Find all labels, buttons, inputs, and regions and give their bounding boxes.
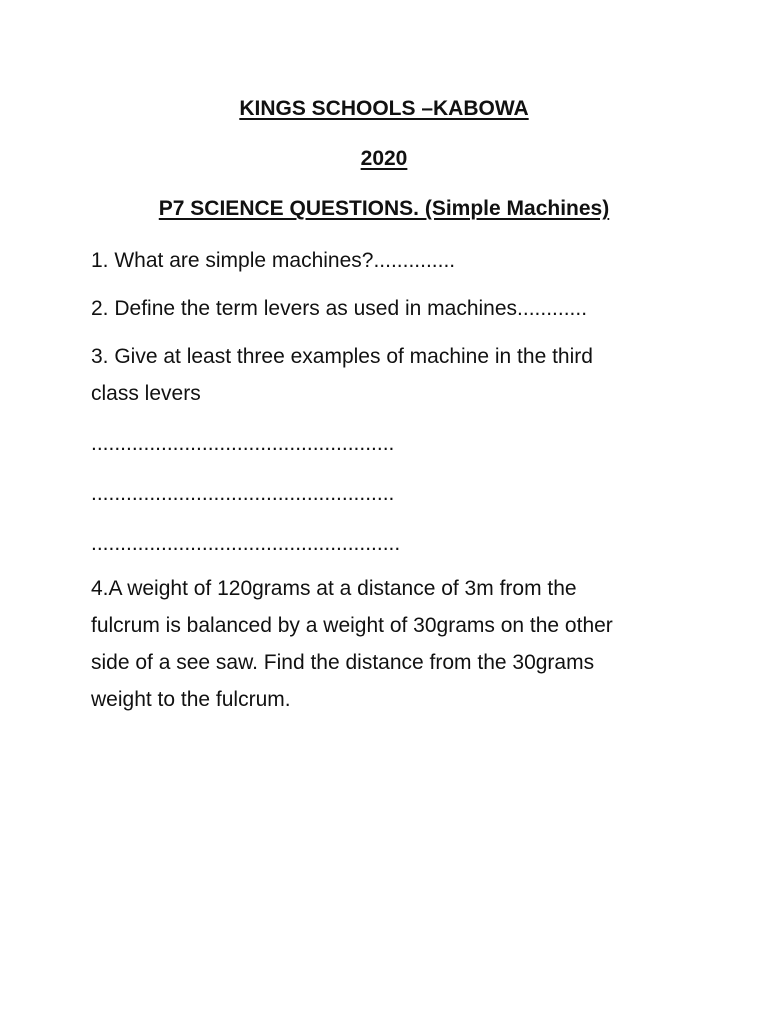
question-4-line-1: 4.A weight of 120grams at a distance of 3m from the [91, 577, 577, 600]
question-3 [91, 338, 691, 412]
question-3-line-1: 3. Give at least three examples of machine in the third [91, 345, 593, 368]
question-4-line-2: fulcrum is balanced by a weight of 30grams on the other [91, 614, 613, 637]
question-4-line-4: weight to the fulcrum. [91, 688, 291, 711]
year-heading: 2020 [360, 147, 408, 170]
question-2: 2. Define the term levers as used in machines............ [91, 297, 588, 320]
question-4-line-3: side of a see saw. Find the distance from the 30grams [91, 651, 595, 674]
question-1: 1. What are simple machines?.............. [91, 249, 456, 272]
subject-heading: P7 SCIENCE QUESTIONS. (Simple Machines) [158, 197, 610, 220]
answer-line-2: .................................................... [91, 482, 395, 505]
question-4 [91, 570, 691, 718]
question-3-line-2: class levers [91, 382, 201, 405]
answer-line-1: .................................................... [91, 432, 395, 455]
answer-line-3: ..................................................... [91, 532, 401, 555]
school-name-heading: KINGS SCHOOLS –KABOWA [239, 97, 529, 120]
